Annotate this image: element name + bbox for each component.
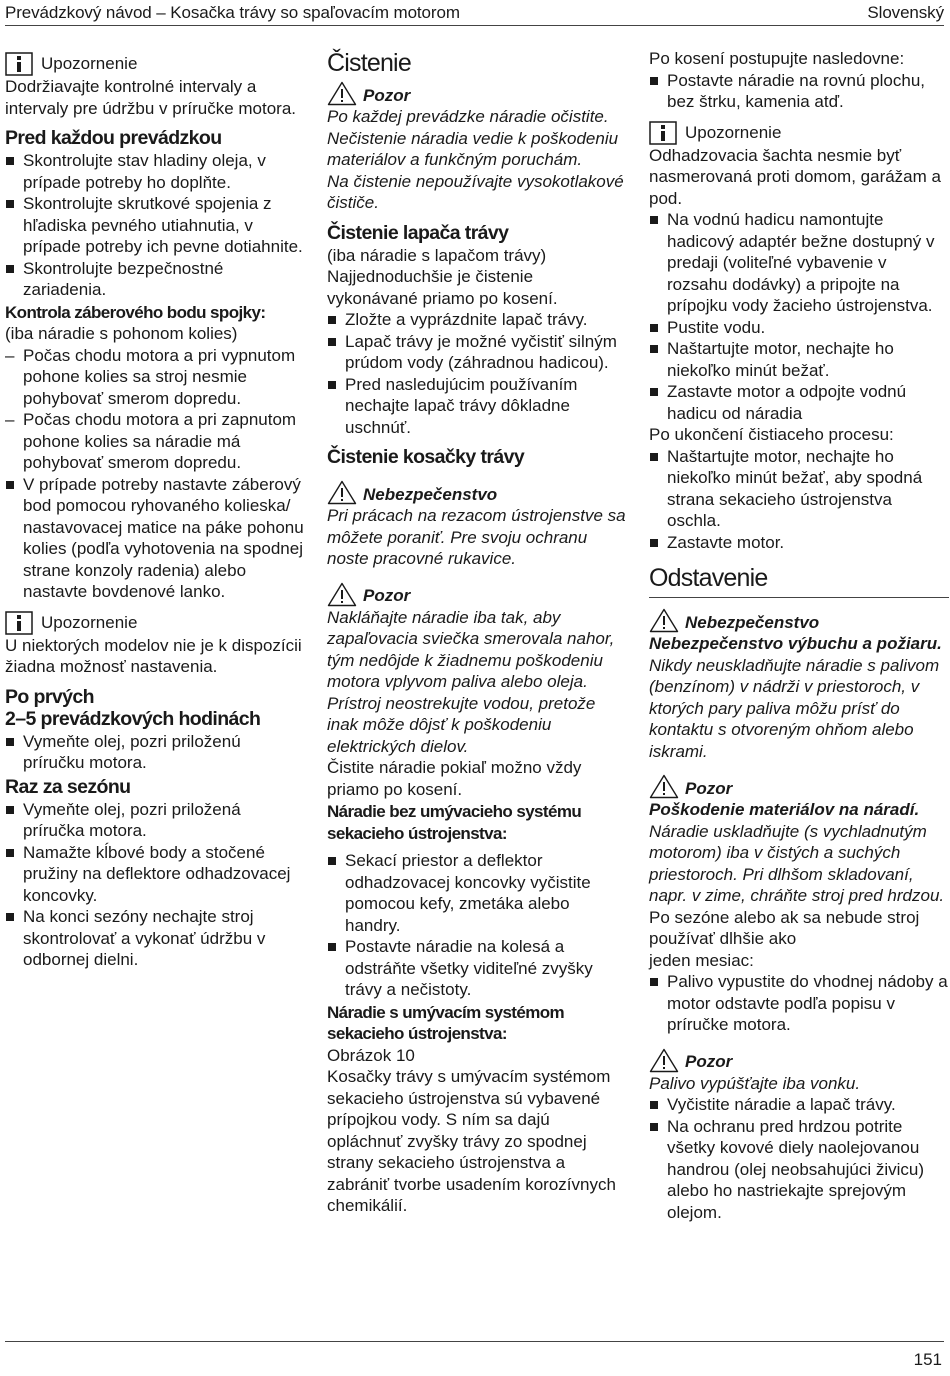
list-item: Zastavte motor. (649, 532, 949, 554)
caution-label: Pozor (363, 586, 411, 605)
note-1 (5, 52, 305, 76)
paragraph: Po kosení postupujte nasledovne: (649, 49, 905, 68)
column-3 (649, 48, 949, 1223)
note-2 (5, 611, 305, 635)
caution-1 (327, 81, 627, 106)
no-wash-list (327, 850, 627, 1001)
list-item: Skontrolujte bezpečnostné zariadenia. (5, 258, 305, 301)
list-item: Pustite vodu. (649, 317, 949, 339)
section-heading: Náradie bez umývacieho systému sekacieho ústrojenstva: (327, 802, 582, 843)
column-1 (5, 48, 305, 971)
list-item: Palivo vypustite do vhodnej nádoby a motor odstavte podľa popisu v príručke motora. (649, 971, 949, 1036)
section-heading: Čistenie kosačky trávy (327, 446, 525, 468)
danger-1 (327, 480, 627, 505)
list-item: Skontrolujte stav hladiny oleja, v prípade potreby ho doplňte. (5, 150, 305, 193)
list-item: – Počas chodu motora a pri vypnutom pohone kolies sa stroj nesmie pohybovať smerom dopredu. (5, 345, 305, 410)
list-item: Na vodnú hadicu namontujte hadicový adaptér bežne dostupný v predaji (voliteľné vybavenie v rozsahu dodávky) a pripojte na prípojku vody žacieho ústrojenstva. (649, 209, 949, 317)
danger-label: Nebezpečenstvo (685, 612, 820, 632)
list-item: Zložte a vyprázdnite lapač trávy. (327, 309, 627, 331)
section-heading: Pred každou prevádzkou (5, 127, 222, 149)
list-item: Vymeňte olej, pozri priložená príručka motora. (5, 799, 305, 842)
list-item: Zastavte motor a odpojte vodnú hadicu od náradia (649, 381, 949, 424)
note-text: U niektorých modelov nie je k dispozícii žiadna možnosť nastavenia. (5, 635, 302, 676)
caution-text: Na čistenie nepoužívajte vysokotlakové čističe. (327, 171, 624, 212)
warning-triangle-icon (649, 608, 679, 633)
list-item: – Počas chodu motora a pri zapnutom pohone kolies sa náradie má pohybovať smerom dopredu. (5, 409, 305, 474)
after-mowing-list (649, 70, 949, 113)
caution-label: Pozor (685, 1052, 733, 1071)
danger-label: Nebezpečenstvo (363, 484, 498, 504)
first-hours-list (5, 731, 305, 774)
caution-3 (649, 774, 949, 799)
paragraph: jeden mesiac: (649, 950, 754, 970)
season-end-list (649, 971, 949, 1036)
caution-text: Náradie uskladňujte (s vychladnutým motorom) iba v čistých a suchých priestoroch. Pri dlhšom skladovaní, napr. v zime, chráňte stroj pred hrdzou. (649, 821, 945, 905)
note-text: Odhadzovacia šachta nesmie byť nasmerovaná proti domom, garážam a pod. (649, 145, 941, 208)
caution-label: Pozor (363, 85, 411, 105)
caution-4 (649, 1048, 949, 1073)
caution-subtitle: Poškodenie materiálov na náradí. (649, 800, 920, 819)
wash-steps-list (649, 209, 949, 424)
caution-label: Pozor (685, 778, 733, 798)
list-item: Vymeňte olej, pozri priloženú príručku motora. (5, 731, 305, 774)
section-heading: Kontrola záberového bodu spojky: (5, 302, 266, 322)
warning-triangle-icon (327, 582, 357, 607)
section-heading: Čistenie lapača trávy (327, 221, 509, 244)
footer-rule (5, 1341, 944, 1342)
warning-triangle-icon (327, 81, 357, 106)
info-icon (649, 121, 677, 145)
column-2 (327, 48, 627, 1217)
section-heading: Náradie s umývacím systémom sekacieho ústrojenstva: (327, 1002, 565, 1043)
section-heading: Po prvých (5, 685, 94, 708)
note-3 (649, 121, 949, 145)
final-list (649, 1094, 949, 1223)
caution-text: Palivo vypúšťajte iba vonku. (649, 1073, 861, 1093)
header-language: Slovenský (867, 2, 944, 22)
warning-triangle-icon (649, 774, 679, 799)
caution-text: Prístroj neostrekujte vodou, pretože inak môže dôjsť k poškodeniu elektrických dielov. (327, 693, 596, 756)
list-item: Postavte náradie na rovnú plochu, bez štrku, kamenia atď. (649, 70, 949, 113)
header-title: Prevádzkový návod – Kosačka trávy so spaľovacím motorom (5, 2, 460, 22)
note-text: Dodržiavajte kontrolné intervaly a intervaly pre údržbu v príručke motora. (5, 77, 297, 118)
paragraph: Kosačky trávy s umývacím systémom sekacieho ústrojenstva sú vybavené prípojkou vody. S ním sa dajú opláchnuť zvyšky trávy zo spodnej strany sekacieho ústrojenstva a zabrániť tvorbe usadením korozívnych chemikálií. (327, 1067, 616, 1215)
list-item: Namažte kĺbové body a stočené pružiny na deflektore odhadzovacej koncovky. (5, 842, 305, 907)
list-item: Na konci sezóny nechajte stroj skontrolovať a vykonať údržbu v odbornej dielni. (5, 906, 305, 971)
info-icon (5, 52, 33, 76)
info-icon (5, 611, 33, 635)
section-heading: Raz za sezónu (5, 775, 131, 798)
section-heading: 2–5 prevádzkových hodinách (5, 707, 261, 730)
danger-2 (649, 608, 949, 633)
list-item: Na ochranu pred hrdzou potrite všetky kovové diely naolejovanou handrou (olej neobsahujúci živicu) alebo ho nastriekajte sprejovým olejom. (649, 1116, 949, 1224)
chapter-heading: Čistenie (327, 49, 411, 77)
danger-text: Pri prácach na rezacom ústrojenstve sa môžete poraniť. Pre svoju ochranu noste pracovné rukavice. (327, 506, 626, 568)
paragraph: (iba náradie s pohonom kolies) (5, 324, 238, 343)
after-clean-list (649, 446, 949, 554)
paragraph: Čistite náradie pokiaľ možno vždy priamo po kosení. (327, 758, 582, 799)
chapter-heading: Odstavenie (649, 563, 949, 598)
paragraph: Po sezóne alebo ak sa nebude stroj používať dlhšie ako (649, 907, 920, 948)
clutch-square-list (5, 474, 305, 603)
paragraph: Po ukončení čistiaceho procesu: (649, 425, 894, 444)
note-label: Upozornenie (41, 612, 138, 632)
page-header (5, 0, 944, 26)
list-item: Postavte náradie na kolesá a odstráňte všetky viditeľné zvyšky trávy a nečistoty. (327, 936, 627, 1001)
list-item: Skontrolujte skrutkové spojenia z hľadiska pevného utiahnutia, v prípade potreby ich pevne dotiahnite. (5, 193, 305, 258)
list-item: Sekací priestor a deflektor odhadzovacej koncovky vyčistite pomocou kefy, zmetáka alebo handry. (327, 850, 627, 936)
danger-subtitle: Nebezpečenstvo výbuchu a požiaru. (649, 634, 942, 653)
list-item: Lapač trávy je možné vyčistiť silným prúdom vody (záhradnou hadicou). (327, 331, 627, 374)
warning-triangle-icon (649, 1048, 679, 1073)
season-list (5, 799, 305, 971)
note-label: Upozornenie (41, 54, 138, 74)
warning-triangle-icon (327, 480, 357, 505)
caution-text: Po každej prevádzke náradie očistite. Nečistenie náradia vedie k poškodeniu materiálov a funkčným poruchám. (327, 107, 619, 169)
clutch-dash-list (5, 345, 305, 474)
page-number: 151 (913, 1350, 942, 1369)
catcher-list (327, 309, 627, 438)
list-item: Pred nasledujúcim používaním nechajte lapač trávy dôkladne uschnúť. (327, 374, 627, 439)
before-each-list (5, 150, 305, 301)
list-item: V prípade potreby nastavte záberový bod pomocou ryhovaného kolieska/ nastavovacej matice na páke pohonu kolies (podľa vyhotovenia na spodnej strane konzoly radenia) alebo nastavte bovdenové lanko. (5, 474, 305, 603)
paragraph: (iba náradie s lapačom trávy) (327, 245, 547, 265)
caution-2 (327, 582, 627, 607)
list-item: Naštartujte motor, nechajte ho niekoľko minút bežať. (649, 338, 949, 381)
list-item: Vyčistite náradie a lapač trávy. (649, 1094, 949, 1116)
list-item: Naštartujte motor, nechajte ho niekoľko minút bežať, aby spodná strana sekacieho ústrojenstva oschla. (649, 446, 949, 532)
danger-text: Nikdy neuskladňujte náradie s palivom (benzínom) v nádrži v priestoroch, v ktorých pary paliva môžu prísť do kontaktu s otvoreným ohňom alebo iskrami. (649, 655, 940, 761)
note-label: Upozornenie (685, 122, 782, 142)
caution-text: Nakláňajte náradie iba tak, aby zapaľovacia sviečka smerovala nahor, tým nedôjde k žiadnemu poškodeniu motora vplyvom paliva alebo oleja. (327, 607, 615, 691)
figure-reference: Obrázok 10 (327, 1045, 415, 1065)
paragraph: Najjednoduchšie je čistenie vykonávané priamo po kosení. (327, 267, 558, 308)
